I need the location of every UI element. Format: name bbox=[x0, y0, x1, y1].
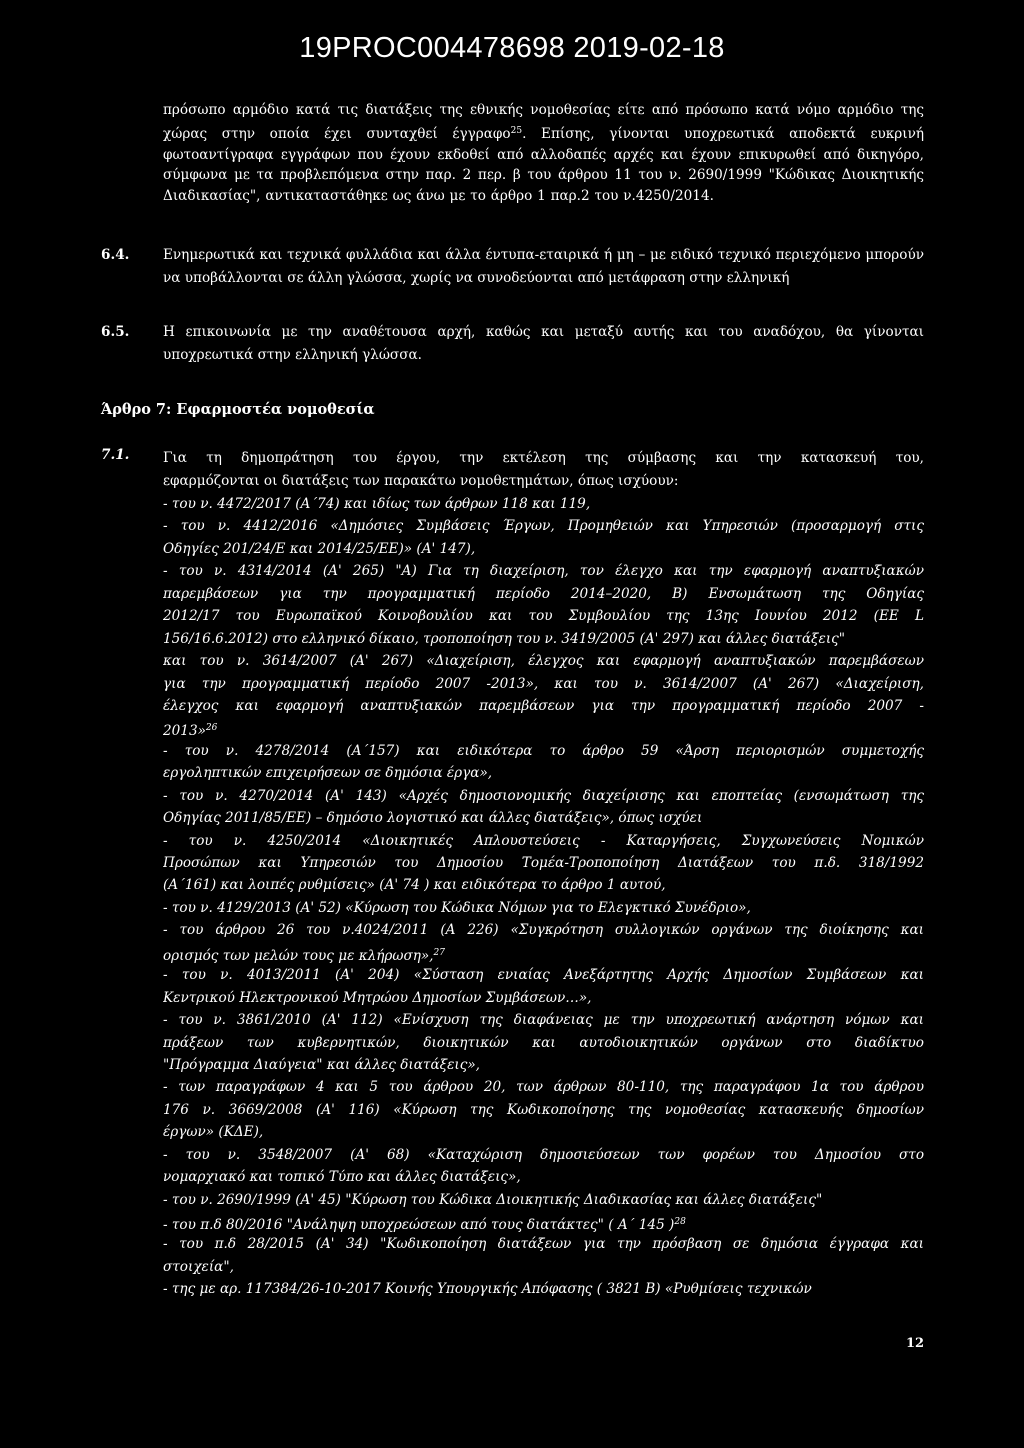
legislation-line bbox=[163, 1099, 924, 1121]
legislation-line-text: - του ν. 4278/2014 (Α΄157) και ειδικότερα το άρθρο 59 «Άρση περιορισμών συμμετοχής bbox=[163, 742, 924, 759]
legislation-line-text: - του ν. 4270/2014 (Α' 143) «Αρχές δημοσιονομικής διαχείρισης και εποπτείας (ενσωμάτωση της bbox=[163, 787, 924, 804]
legislation-line-text: - του ν. 4013/2011 (Α' 204) «Σύσταση ενιαίας Ανεξάρτητης Αρχής Δημοσίων Συμβάσεων και bbox=[163, 967, 924, 984]
page-number: 12 bbox=[906, 1336, 925, 1351]
section-7-1 bbox=[101, 447, 924, 1301]
legislation-line bbox=[163, 830, 924, 852]
legislation-line-text: Κεντρικού Ηλεκτρονικού Μητρώου Δημοσίων Συμβάσεων…», bbox=[163, 989, 592, 1006]
legislation-line bbox=[163, 807, 924, 829]
legislation-line-text: εργοληπτικών επιχειρήσεων σε δημόσια έργα», bbox=[163, 765, 493, 782]
legislation-line bbox=[163, 919, 924, 941]
legislation-line bbox=[163, 762, 924, 784]
legislation-line-text: Οδηγίες 201/24/Ε και 2014/25/ΕΕ)» (Α' 147), bbox=[163, 540, 476, 557]
legislation-line bbox=[163, 785, 924, 807]
legislation-line bbox=[163, 717, 924, 739]
legislation-line bbox=[163, 583, 924, 605]
footnote-ref: 27 bbox=[433, 947, 445, 958]
paragraph-text: Ενημερωτικά και τεχνικά φυλλάδια και άλλα έντυπα-εταιρικά ή μη – με ειδικό τεχνικό περιεχόμενο μπορούν να υποβάλλονται σε άλλη γλώσσα, χωρίς να συνοδεύονται από μετάφραση στην ελληνική bbox=[163, 247, 924, 286]
legislation-line bbox=[163, 1211, 924, 1233]
section-number: 7.1. bbox=[101, 447, 130, 463]
legislation-line-text: - του άρθρου 26 του ν.4024/2011 (Α 226) «Συγκρότηση συλλογικών οργάνων της διοίκησης και bbox=[163, 922, 924, 939]
legislation-line-text: Οδηγίας 2011/85/ΕΕ) – δημόσιο λογιστικό και άλλες διατάξεις», όπως ισχύει bbox=[163, 810, 703, 827]
legislation-line-text: - των παραγράφων 4 και 5 του άρθρου 20, των άρθρων 80-110, της παραγράφου 1α του άρθρου bbox=[163, 1079, 924, 1096]
paragraph-number: 6.4. bbox=[101, 247, 130, 263]
legislation-line bbox=[163, 1166, 924, 1188]
legislation-line bbox=[163, 538, 924, 560]
legislation-line bbox=[163, 942, 924, 964]
legislation-line bbox=[163, 1009, 924, 1031]
legislation-line-text: - του π.δ 28/2015 (Α' 34) "Κωδικοποίηση διατάξεων για την πρόσβαση σε δημόσια έγγραφα και bbox=[163, 1236, 924, 1253]
legislation-line-text: - του ν. 4250/2014 «Διοικητικές Απλουστεύσεις - Καταργήσεις, Συγχωνεύσεις Νομικών bbox=[163, 832, 924, 849]
legislation-line-text: νομαρχιακό και τοπικό Τύπο και άλλες διατάξεις», bbox=[163, 1169, 521, 1186]
legislation-line bbox=[163, 964, 924, 986]
legislation-line-text: (Α΄161) και λοιπές ρυθμίσεις» (Α' 74 ) και ειδικότερα το άρθρο 1 αυτού, bbox=[163, 877, 666, 894]
legislation-line-text: - του π.δ 80/2016 "Ανάληψη υποχρεώσεων από τους διατάκτες" ( Α΄ 145 ) bbox=[163, 1217, 675, 1233]
legislation-line bbox=[163, 650, 924, 672]
legislation-line-text: - του ν. 3548/2007 (Α' 68) «Καταχώριση δημοσιεύσεων των φορέων του Δημοσίου στο bbox=[163, 1146, 924, 1163]
legislation-line bbox=[163, 1076, 924, 1098]
legislation-line-text: 176 ν. 3669/2008 (Α' 116) «Κύρωση της Κωδικοποίησης της νομοθεσίας κατασκευής δημοσίων bbox=[163, 1101, 924, 1118]
legislation-line-text: - της με αρ. 117384/26-10-2017 Κοινής Υπουργικής Απόφασης ( 3821 Β) «Ρυθμίσεις τεχνικών bbox=[163, 1281, 812, 1298]
legislation-line bbox=[163, 673, 924, 695]
legislation-line-text: "Πρόγραμμα Διαύγεια" και άλλες διατάξεις», bbox=[163, 1056, 480, 1073]
legislation-line-text: - του ν. 4314/2014 (Α' 265) "Α) Για τη διαχείριση, τον έλεγχο και την εφαρμογή αναπτυξιακών bbox=[163, 563, 924, 580]
intro-text-b: . Επίσης, γίνονται υποχρεωτικά αποδεκτά ευκρινή φωτοαντίγραφα εγγράφων που έχουν εκδοθεί από αλλοδαπές αρχές και έχουν επικυρωθεί από δικηγόρο, σύμφωνα με τα προβλεπόμενα στην παρ. 2 περ. β του άρθρου 11 του ν. 2690/1999 "Κώδικας Διοικητικής Διαδικασίας", αντικαταστάθηκε ως άνω με το άρθρο 1 παρ.2 του ν.4250/2014. bbox=[163, 125, 924, 205]
document-id-header: 19PROC004478698 2019-02-18 bbox=[299, 32, 725, 64]
legislation-line bbox=[163, 628, 924, 650]
legislation-line bbox=[163, 852, 924, 874]
legislation-line bbox=[163, 1233, 924, 1255]
section-lead-line: εφαρμόζονται οι διατάξεις των παρακάτω νομοθετημάτων, όπως ισχύουν: bbox=[163, 473, 679, 489]
legislation-line bbox=[163, 740, 924, 762]
legislation-line-text: 2012/17 του Ευρωπαϊκού Κοινοβουλίου και του Συμβουλίου της 13ης Ιουνίου 2012 (ΕΕ L bbox=[163, 608, 924, 625]
legislation-line-text: παρεμβάσεων για την προγραμματική περίοδο 2014–2020, Β) Ενσωμάτωση της Οδηγίας bbox=[163, 585, 924, 602]
legislation-line bbox=[163, 1054, 924, 1076]
legislation-line bbox=[163, 987, 924, 1009]
footnote-ref: 26 bbox=[205, 723, 218, 734]
legislation-line-text: - του ν. 4129/2013 (Α' 52) «Κύρωση του Κώδικα Νόμων για το Ελεγκτικό Συνέδριο», bbox=[163, 899, 751, 916]
legislation-line-text: - του ν. 4472/2017 (Α΄74) και ιδίως των άρθρων 118 και 119, bbox=[163, 496, 591, 512]
legislation-line bbox=[163, 515, 924, 537]
section-lead bbox=[163, 447, 924, 493]
legislation-line-text: - του ν. 3861/2010 (Α' 112) «Ενίσχυση της διαφάνειας με την υποχρεωτική ανάρτηση νόμων και bbox=[163, 1012, 924, 1029]
legislation-list bbox=[101, 493, 924, 1301]
legislation-line bbox=[163, 605, 924, 627]
legislation-line-text: έλεγχος και εφαρμογή αναπτυξιακών παρεμβάσεων για την προγραμματική περίοδο 2007 - bbox=[163, 697, 924, 714]
legislation-line bbox=[163, 493, 924, 515]
legislation-line-text: - του ν. 4412/2016 «Δημόσιες Συμβάσεις Έργων, Προμηθειών και Υπηρεσιών (προσαρμογή στις bbox=[163, 518, 924, 535]
legislation-line bbox=[163, 897, 924, 919]
intro-paragraph bbox=[163, 100, 924, 207]
section-lead-line: Για τη δημοπράτηση του έργου, την εκτέλεση της σύμβασης και την κατασκευή του, bbox=[163, 450, 924, 466]
legislation-line-text: 156/16.6.2012) στο ελληνικό δίκαιο, τροποποίηση του ν. 3419/2005 (Α' 297) και άλλες διατάξεις" bbox=[163, 630, 846, 647]
legislation-line bbox=[163, 1189, 924, 1211]
legislation-line bbox=[163, 874, 924, 896]
article-title: Άρθρο 7: Εφαρμοστέα νομοθεσία bbox=[101, 401, 375, 418]
legislation-line bbox=[163, 560, 924, 582]
legislation-line-text: πράξεων των κυβερνητικών, διοικητικών και αυτοδιοικητικών οργάνων στο διαδίκτυο bbox=[163, 1034, 924, 1051]
legislation-line-text: και του ν. 3614/2007 (Α' 267) «Διαχείριση, έλεγχος και εφαρμογή αναπτυξιακών παρεμβάσεων bbox=[163, 653, 924, 670]
legislation-line-text: 2013» bbox=[163, 723, 206, 740]
legislation-line-text: για την προγραμματική περίοδο 2007 -2013», και του ν. 3614/2007 (Α' 267) «Διαχείριση, bbox=[163, 675, 924, 692]
legislation-line-text: έργων» (ΚΔΕ), bbox=[163, 1124, 264, 1141]
legislation-line bbox=[163, 695, 924, 717]
paragraph-text: Η επικοινωνία με την αναθέτουσα αρχή, καθώς και μεταξύ αυτής και του αναδόχου, θα γίνονται υποχρεωτικά στην ελληνική γλώσσα. bbox=[163, 324, 924, 363]
legislation-line bbox=[163, 1278, 924, 1300]
legislation-line-text: Προσώπων και Υπηρεσιών του Δημοσίου Τομέα-Τροποποίηση Διατάξεων του π.δ. 318/1992 bbox=[163, 855, 924, 871]
paragraph-number: 6.5. bbox=[101, 324, 130, 340]
footnote-ref-25: 25 bbox=[510, 125, 523, 136]
legislation-line bbox=[163, 1032, 924, 1054]
legislation-line bbox=[163, 1256, 924, 1278]
intro-text-a: πρόσωπο αρμόδιο κατά τις διατάξεις της εθνικής νομοθεσίας είτε από πρόσωπο κατά νόμο αρμόδιο της χώρας στην οποία έχει συνταχθεί έγγραφο bbox=[163, 102, 924, 142]
legislation-line bbox=[163, 1121, 924, 1143]
legislation-line-text: ορισμός των μελών τους με κλήρωση», bbox=[163, 947, 434, 964]
legislation-line-text: - του ν. 2690/1999 (Α' 45) "Κύρωση του Κώδικα Διοικητικής Διαδικασίας και άλλες διατάξεις" bbox=[163, 1191, 823, 1208]
footnote-ref: 28 bbox=[674, 1217, 686, 1227]
legislation-line bbox=[163, 1144, 924, 1166]
paragraph-6-5 bbox=[101, 321, 924, 366]
legislation-line-text: στοιχεία", bbox=[163, 1258, 234, 1275]
paragraph-6-4 bbox=[101, 244, 924, 289]
